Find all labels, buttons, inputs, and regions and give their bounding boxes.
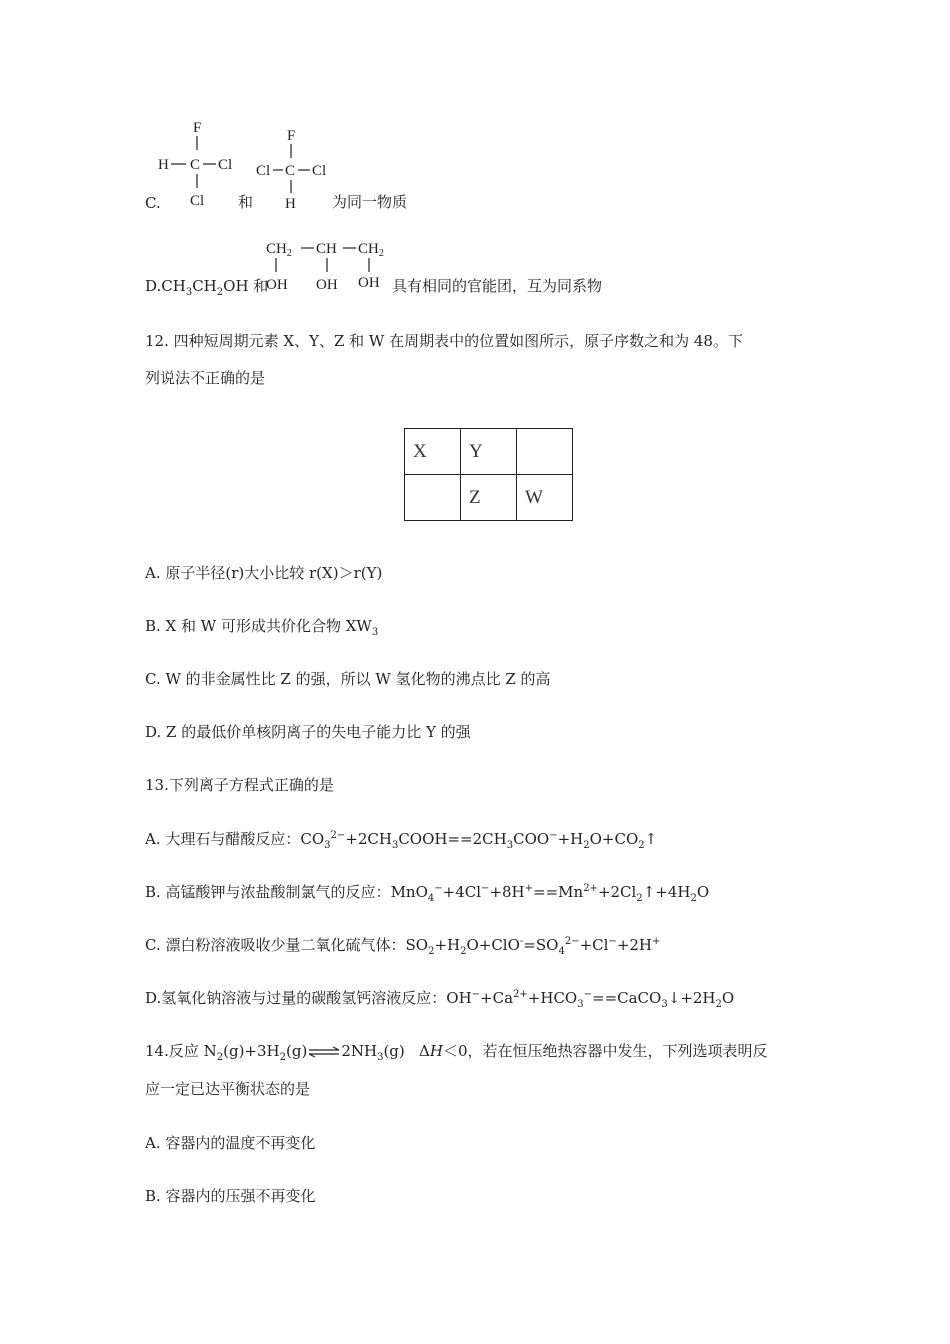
atom: H (285, 196, 296, 212)
option-d-ethanol: $D.CH_3CH_2OH$ 和 (145, 277, 269, 298)
equilibrium-arrow-icon (307, 1046, 341, 1058)
cell-empty (405, 475, 461, 521)
atom: F (287, 128, 296, 144)
atom: Cl (312, 163, 327, 179)
atom: Cl (256, 163, 271, 179)
q14-option-a: A. 容器内的温度不再变化 (145, 1134, 316, 1152)
option-c-text: 为同一物质 (332, 193, 408, 211)
cell-x: X (405, 429, 461, 475)
atom: C (285, 163, 296, 179)
q12-option-a: A. 原子半径(r)大小比较 r(X)＞r(Y) (145, 564, 383, 582)
q14-stem-line1: 14.反应 $N_2(g)+3H_2(g)$ $2NH_3(g)$ ΔH＜0，若在恒压绝热容器中发生，下列选项表明反 (145, 1042, 768, 1063)
q12-option-d: D. Z 的最低价单核阴离子的失电子能力比 Y 的强 (145, 723, 471, 741)
q13-option-a: A. 大理石与醋酸反应：$CO_3^{2-}+2CH_3COOH==2CH_3COO^-+H_2O+CO_2↑$ (145, 830, 658, 851)
atom: C (190, 157, 201, 173)
molecule-chfcl2-1 (150, 112, 245, 212)
atom: Cl (190, 193, 205, 209)
atom: OH (316, 277, 338, 293)
option-d-text: 具有相同的官能团，互为同系物 (392, 277, 603, 295)
q13-option-b: B. 高锰酸钾与浓盐酸制氯气的反应：$MnO_4^-+4Cl^-+8H^+==Mn^{2+}+2Cl_2↑+4H_2O$ (145, 883, 710, 904)
cell-w: W (517, 475, 573, 521)
cell-empty (517, 429, 573, 475)
q13-option-c: C. 漂白粉溶液吸收少量二氧化硫气体：$SO_2+H_2O+ClO^-=SO_4^{2-}+Cl^-+2H^+$ (145, 936, 661, 957)
q13-stem: 13.下列离子方程式正确的是 (145, 776, 334, 794)
atom: H (158, 157, 169, 173)
atom: OH (358, 275, 380, 291)
option-c-label: C. (145, 194, 161, 212)
q14-stem-line2: 应一定已达平衡状态的是 (145, 1080, 311, 1098)
cell-y: Y (461, 429, 517, 475)
atom: F (193, 120, 202, 136)
atom: $CH_2$ (266, 241, 292, 259)
and-text: 和 (238, 193, 254, 211)
q12-option-b: B. X 和 W 可形成共价化合物 $XW_3$ (145, 617, 379, 638)
periodic-table-fragment (404, 428, 573, 521)
cell-z: Z (461, 475, 517, 521)
molecule-glycerol (262, 234, 397, 298)
atom: Cl (218, 157, 233, 173)
q13-option-d: D.氢氧化钠溶液与过量的碳酸氢钙溶液反应：$OH^-+Ca^{2+}+HCO_3^-==CaCO_3↓+2H_2O$ (145, 989, 735, 1010)
atom: OH (266, 277, 288, 293)
q12-stem-line1: 12. 四种短周期元素 X、Y、Z 和 W 在周期表中的位置如图所示，原子序数之和为 48。下 (145, 332, 743, 350)
atom: CH (316, 241, 337, 257)
q12-stem-line2: 列说法不正确的是 (145, 369, 266, 387)
atom: $CH_2$ (358, 241, 384, 259)
molecule-chfcl2-2 (254, 120, 344, 212)
q14-option-b: B. 容器内的压强不再变化 (145, 1187, 316, 1205)
q12-option-c: C. W 的非金属性比 Z 的强，所以 W 氢化物的沸点比 Z 的高 (145, 670, 551, 688)
